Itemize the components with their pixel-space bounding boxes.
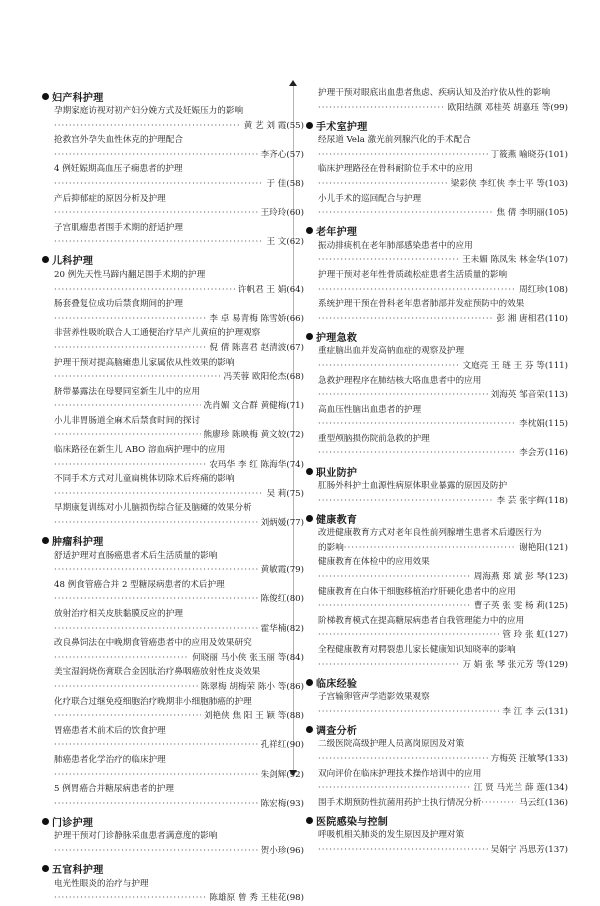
entry-meta — [318, 599, 568, 614]
entry-meta — [54, 370, 304, 385]
article-title: 急救护理程序在肺结核大咯血患者中的应用 — [318, 375, 482, 386]
authors-page: 王未媚 陈凤朱 林金华(107) — [462, 255, 568, 266]
toc-entry[interactable] — [306, 479, 568, 508]
toc-entry[interactable] — [306, 162, 568, 191]
entry-meta — [54, 148, 304, 163]
entry-meta — [54, 341, 304, 356]
entry-meta — [54, 768, 304, 783]
article-title: 临床路径在新生儿 ABO 溶血病护理中的应用 — [54, 445, 226, 456]
section-heading — [42, 88, 304, 104]
toc-entry[interactable] — [306, 767, 568, 796]
authors-page: 王 文(62) — [266, 237, 304, 248]
article-title: 二级医院高级护理人员离岗原因及对策 — [318, 739, 465, 750]
section-heading — [306, 328, 568, 344]
article-title: 改进健康教育方式对老年良性前列腺增生患者术后遵医行为 — [318, 528, 542, 539]
article-title: 小儿非胃肠道全麻术后禁食时间的探讨 — [54, 415, 201, 426]
leader-dots — [318, 570, 471, 585]
leader-dots — [318, 752, 488, 767]
article-title: 20 例先天性马蹄内翻足围手术期的护理 — [54, 269, 206, 280]
entry-meta — [318, 494, 568, 509]
toc-entry[interactable] — [42, 607, 304, 636]
section-heading — [306, 721, 568, 737]
article-title: 脐带暴露法在母婴同室新生儿中的应用 — [54, 386, 201, 397]
leader-dots — [54, 148, 258, 163]
entry-meta — [318, 148, 568, 163]
entry-meta — [318, 705, 568, 720]
entry-meta — [54, 283, 304, 298]
toc-section — [306, 223, 568, 327]
toc-section — [306, 117, 568, 221]
toc-entry[interactable] — [42, 695, 304, 724]
authors-page: 李枕娟(115) — [519, 419, 568, 430]
entry-meta — [54, 458, 304, 473]
entry-meta — [318, 177, 568, 192]
bullet-icon — [42, 256, 49, 263]
toc-entry[interactable] — [306, 403, 568, 432]
authors-page: 李 芸 张宇辉(118) — [496, 495, 568, 506]
toc-entry[interactable] — [42, 297, 304, 326]
entry-meta — [54, 797, 304, 812]
toc-entry[interactable] — [42, 192, 304, 221]
section-heading — [306, 463, 568, 479]
leader-dots — [54, 487, 263, 502]
section-title: 妇产科护理 — [52, 92, 104, 104]
leader-dots — [54, 680, 198, 695]
leader-dots — [54, 177, 263, 192]
authors-page: 马云红(136) — [519, 797, 568, 808]
authors-page: 周海燕 郑 斌 彭 琴(123) — [473, 572, 568, 583]
article-title: 电光性眼炎的治疗与护理 — [54, 878, 149, 889]
entry-meta — [318, 359, 568, 374]
article-title: 4 例妊娠期高血压子痫患者的护理 — [54, 164, 183, 175]
right-column — [306, 86, 568, 858]
leader-dots — [318, 781, 471, 796]
toc-entry[interactable] — [306, 297, 568, 326]
toc-entry[interactable] — [306, 585, 568, 614]
leader-dots — [54, 399, 201, 414]
section-title: 五官科护理 — [52, 865, 104, 876]
authors-page: 倪 倩 陈喜君 赵清波(67) — [209, 342, 304, 353]
article-title: 改良鼻饲法在中晚期食管癌患者中的应用及效果研究 — [54, 638, 252, 649]
leader-dots — [54, 797, 258, 812]
authors-page: 李齐心(57) — [260, 149, 304, 160]
toc-entry[interactable] — [42, 753, 304, 782]
leader-dots — [318, 312, 493, 327]
leader-dots — [54, 283, 235, 298]
bullet-icon — [42, 865, 49, 872]
authors-page: 贺小珍(96) — [260, 845, 304, 856]
section-heading — [306, 812, 568, 828]
entry-meta — [318, 283, 568, 298]
article-title: 系统护理干预在骨科老年患者肺部并发症预防中的效果 — [318, 299, 525, 310]
article-title: 美宝湿润烧伤膏联合金因肽治疗鼻咽癌放射性皮炎效果 — [54, 667, 261, 678]
leader-dots — [54, 312, 206, 327]
entry-meta — [318, 752, 568, 767]
toc-entry[interactable] — [42, 501, 304, 530]
article-title: 双向评价在临床护理技术操作培训中的应用 — [318, 768, 482, 779]
leader-dots — [54, 651, 189, 666]
entry-meta — [54, 177, 304, 192]
article-title: 肠套叠复位成功后禁食期间的护理 — [54, 299, 183, 310]
leader-dots — [318, 843, 488, 858]
article-title-continued: 的影响 — [318, 542, 344, 553]
entry-meta — [318, 658, 568, 673]
article-title: 48 例食管癌合并 2 型糖尿病患者的术后护理 — [54, 579, 225, 590]
article-title: 产后抑郁症的原因分析及护理 — [54, 193, 166, 204]
toc-entry[interactable] — [42, 104, 304, 133]
article-title: 阶梯教育模式在提高糖尿病患者自我管理能力中的应用 — [318, 615, 525, 626]
bullet-icon — [42, 537, 49, 544]
section-heading — [306, 674, 568, 690]
leader-dots — [54, 738, 258, 753]
article-title: 护理干预对提高脑瘫患儿家属依从性效果的影响 — [54, 357, 235, 368]
authors-page: 欧阳结颜 邓桂英 胡嘉珏 等(99) — [447, 102, 568, 113]
toc-entry[interactable] — [306, 86, 568, 115]
toc-section — [306, 328, 568, 461]
authors-page: 刘艳侠 焦 阳 王 颖 等(88) — [203, 711, 304, 722]
bullet-icon — [306, 122, 313, 129]
toc-entry[interactable] — [42, 162, 304, 191]
toc-entry[interactable] — [42, 877, 304, 906]
entry-meta — [54, 844, 304, 859]
toc-section — [42, 533, 304, 812]
article-title: 早期康复训练对小儿脑损伤综合征及脑瘫的效果分析 — [54, 503, 252, 514]
leader-dots — [318, 446, 516, 461]
leader-dots — [54, 768, 258, 783]
toc-entry[interactable] — [306, 526, 568, 555]
article-title: 护理干预对门诊静脉采血患者满意度的影响 — [54, 831, 218, 842]
toc-entry[interactable] — [42, 356, 304, 385]
entry-meta — [54, 709, 304, 724]
entry-meta — [318, 541, 568, 556]
article-title: 化疗联合过继免疫细胞治疗晚期非小细胞肺癌的护理 — [54, 696, 252, 707]
entry-meta — [318, 312, 568, 327]
section-title: 门诊护理 — [52, 817, 94, 829]
toc-entry[interactable] — [42, 724, 304, 753]
entry-meta — [54, 235, 304, 250]
bullet-icon — [306, 515, 313, 522]
entry-meta — [318, 570, 568, 585]
section-title: 手术室护理 — [316, 121, 368, 133]
entry-meta — [54, 651, 304, 666]
article-title: 全程健康教育对腭裂患儿家长健康知识知晓率的影响 — [318, 645, 516, 655]
authors-page: 周红珍(108) — [519, 284, 568, 295]
authors-page: 梁彩侠 李红侠 李士平 等(103) — [450, 178, 568, 189]
article-title: 胃癌患者术前术后的饮食护理 — [54, 725, 166, 736]
article-title: 不同手术方式对儿童扁桃体切除术后疼痛的影响 — [54, 474, 235, 485]
entry-meta — [54, 592, 304, 607]
toc-entry[interactable] — [42, 636, 304, 665]
authors-page: 方梅英 汪敏琴(133) — [490, 753, 568, 764]
authors-page: 何晓丽 马小侠 张玉丽 等(84) — [192, 652, 304, 663]
section-heading — [42, 252, 304, 268]
leader-dots — [54, 235, 263, 250]
entry-meta — [54, 563, 304, 578]
article-title: 围手术期预防性抗菌用药护士执行情况分析 — [318, 797, 482, 808]
toc-section — [306, 721, 568, 810]
leader-dots — [318, 148, 488, 163]
leader-dots — [54, 458, 206, 473]
article-title: 护理干预对眼底出血患者焦虑、疾病认知及治疗依从性的影响 — [318, 88, 551, 98]
toc-entry[interactable] — [42, 665, 304, 694]
section-heading — [306, 510, 568, 526]
article-title: 肺癌患者化学治疗的临床护理 — [54, 754, 166, 765]
bullet-icon — [306, 817, 313, 824]
authors-page: 谢艳阳(121) — [519, 542, 568, 553]
article-title: 振动排痰机在老年肺部感染患者中的应用 — [318, 240, 473, 251]
entry-meta — [318, 446, 568, 461]
toc-entry[interactable] — [42, 782, 304, 811]
article-title: 重型颅脑损伤院前急救的护理 — [318, 433, 430, 444]
leader-dots — [54, 428, 201, 443]
authors-page: 吴 莉(75) — [266, 488, 304, 499]
section-title: 职业防护 — [316, 467, 358, 479]
leader-dots — [318, 658, 459, 673]
toc-entry[interactable] — [42, 578, 304, 607]
leader-dots — [54, 119, 241, 134]
authors-page: 文庭亮 王 琏 王 芬 等(111) — [462, 360, 568, 371]
entry-meta — [54, 487, 304, 502]
entry-meta — [54, 312, 304, 327]
leader-dots — [318, 206, 493, 221]
toc-section — [306, 463, 568, 508]
entry-meta — [54, 891, 304, 906]
authors-page: 黄敏霞(79) — [260, 565, 304, 576]
article-title: 呼吸机相关肺炎的发生原因及护理对策 — [318, 830, 465, 841]
authors-page: 李 卓 易青梅 陈雪娇(66) — [209, 313, 304, 324]
section-heading — [306, 117, 568, 133]
bullet-icon — [306, 726, 313, 733]
article-title: 子宫肌瘤患者围手术期的舒适护理 — [54, 222, 183, 233]
article-title: 放射治疗相关皮肤黏膜反应的护理 — [54, 609, 183, 619]
section-title: 调查分析 — [316, 725, 358, 737]
article-title: 肛肠外科护士血源性病原体职业暴露的原因及防护 — [318, 481, 508, 492]
leader-dots — [318, 599, 471, 614]
authors-page: 王玲玲(60) — [260, 208, 304, 219]
toc-entry[interactable] — [42, 326, 304, 355]
entry-meta — [318, 253, 568, 268]
section-title: 老年护理 — [316, 227, 358, 239]
leader-dots — [54, 563, 258, 578]
entry-meta — [54, 680, 304, 695]
article-title: 舒适护理对直肠癌患者术后生活质量的影响 — [54, 550, 218, 561]
article-title: 非营养性吸吮联合人工通便治疗早产儿黄疸的护理观察 — [54, 328, 261, 339]
toc-entry[interactable] — [306, 796, 568, 811]
article-title: 护理干预对老年性骨质疏松症患者生活质量的影响 — [318, 269, 508, 280]
authors-page: 冼肖媚 文合群 黄健梅(71) — [203, 401, 304, 412]
article-title: 子宫输卵管声学造影效果观察 — [318, 692, 430, 703]
toc-section — [306, 812, 568, 857]
authors-page: 朱剑辉(92) — [260, 769, 304, 780]
leader-dots — [54, 891, 206, 906]
toc-entry[interactable] — [306, 374, 568, 403]
authors-page: 霍华楠(82) — [260, 623, 304, 634]
section-title: 肿瘤科护理 — [52, 537, 104, 549]
toc-entry[interactable] — [306, 828, 568, 857]
leader-dots — [54, 341, 206, 356]
toc-section — [42, 252, 304, 531]
leader-dots — [54, 622, 258, 637]
toc-entry[interactable] — [306, 690, 568, 719]
entry-meta — [318, 206, 568, 221]
leader-dots — [318, 101, 445, 116]
section-title: 儿科护理 — [52, 256, 94, 268]
leader-dots — [318, 177, 448, 192]
toc-entry[interactable] — [306, 643, 568, 672]
toc-entry[interactable] — [306, 239, 568, 268]
leader-dots — [54, 370, 220, 385]
left-column — [42, 86, 304, 906]
leader-dots — [54, 592, 258, 607]
entry-meta — [54, 516, 304, 531]
leader-dots — [318, 359, 459, 374]
bullet-icon — [42, 93, 49, 100]
toc-entry[interactable] — [42, 472, 304, 501]
toc-entry[interactable] — [306, 268, 568, 297]
leader-dots — [54, 709, 201, 724]
section-title: 健康教育 — [316, 514, 358, 526]
section-title: 临床经验 — [316, 678, 358, 690]
toc-section — [306, 510, 568, 672]
authors-page: 农玛华 李 红 陈海华(74) — [209, 459, 304, 470]
leader-dots — [54, 206, 258, 221]
authors-page: 吴娟宁 冯思芳(137) — [490, 844, 568, 855]
section-heading — [42, 813, 304, 829]
authors-page: 彭 湘 唐相君(110) — [496, 313, 568, 324]
toc-entry[interactable] — [42, 268, 304, 297]
article-title: 健康教育在体检中的应用效果 — [318, 557, 430, 568]
authors-page: 曹子英 张 雯 杨 莉(125) — [473, 601, 568, 612]
leader-dots — [318, 283, 516, 298]
entry-meta — [318, 628, 568, 643]
authors-page: 孔祥红(90) — [260, 740, 304, 751]
entry-meta — [54, 622, 304, 637]
authors-page: 李会芳(116) — [519, 448, 568, 459]
leader-dots — [54, 844, 258, 859]
bullet-icon — [306, 333, 313, 340]
authors-page: 江 贤 马光兰 薛 莲(134) — [473, 783, 568, 794]
entry-meta — [318, 388, 568, 403]
authors-page: 陈翠梅 胡梅荣 陈小 等(86) — [200, 681, 304, 692]
article-title: 高血压性脑出血患者的护理 — [318, 404, 422, 415]
toc-entry[interactable] — [42, 221, 304, 250]
section-title: 护理急救 — [316, 332, 358, 344]
authors-page: 李 江 李 云(131) — [502, 706, 568, 717]
leader-dots — [54, 516, 258, 531]
entry-line — [318, 796, 568, 811]
article-title: 5 例胃癌合并糖尿病患者的护理 — [54, 784, 174, 795]
bullet-icon — [306, 468, 313, 475]
toc-entry[interactable] — [42, 385, 304, 414]
authors-page: 许帆君 王 娟(64) — [237, 284, 304, 295]
authors-page: 管 玲 张 虹(127) — [502, 630, 568, 641]
leader-dots — [318, 628, 499, 643]
leader-dots — [344, 541, 516, 556]
entry-meta — [318, 417, 568, 432]
leader-dots — [318, 417, 516, 432]
article-title: 临床护理路径在骨科耐阶位手术中的应用 — [318, 164, 473, 175]
leader-dots — [318, 388, 488, 403]
entry-meta — [54, 738, 304, 753]
bullet-icon — [306, 227, 313, 234]
toc-section — [42, 88, 304, 250]
section-title: 医院感染与控制 — [316, 816, 389, 828]
section-heading — [42, 533, 304, 549]
authors-page: 陈宏梅(93) — [260, 798, 304, 809]
bullet-icon — [42, 818, 49, 825]
authors-page: 陈俊红(80) — [260, 594, 304, 605]
article-title: 经尿道 Vela 激光前列腺汽化的手术配合 — [318, 135, 471, 146]
authors-page: 熊廖珍 陈映梅 黄文姣(72) — [203, 430, 304, 441]
entry-meta — [318, 101, 568, 116]
section-heading — [306, 223, 568, 239]
entry-meta — [318, 781, 568, 796]
toc-entry[interactable] — [306, 555, 568, 584]
toc-section — [306, 86, 568, 115]
toc-entry[interactable] — [306, 344, 568, 373]
leader-dots — [318, 494, 493, 509]
toc-entry[interactable] — [306, 614, 568, 643]
toc-entry[interactable] — [42, 549, 304, 578]
authors-page: 陈雄原 曾 秀 王桂花(98) — [209, 893, 304, 904]
toc-entry[interactable] — [306, 133, 568, 162]
toc-section — [306, 674, 568, 719]
entry-meta — [54, 428, 304, 443]
entry-meta — [54, 119, 304, 134]
leader-dots — [481, 796, 516, 811]
article-title: 抢救宫外孕失血性休克的护理配合 — [54, 135, 183, 146]
toc-entry[interactable] — [42, 443, 304, 472]
article-title: 孕期家庭访视对初产妇分娩方式及妊娠压力的影响 — [54, 106, 244, 116]
authors-page: 黄 艺 刘 霞(55) — [243, 120, 304, 131]
leader-dots — [318, 253, 459, 268]
section-heading — [42, 861, 304, 877]
entry-meta — [318, 843, 568, 858]
toc-entry[interactable] — [42, 414, 304, 443]
authors-page: 冯芙蓉 欧阳伦杰(68) — [223, 372, 304, 383]
authors-page: 焦 倩 李明丽(105) — [496, 208, 568, 219]
entry-meta — [54, 399, 304, 414]
entry-meta — [54, 206, 304, 221]
toc-entry[interactable] — [42, 829, 304, 858]
toc-section — [42, 861, 304, 906]
article-title: 重症脑出血并发高钠血症的观察及护理 — [318, 346, 465, 357]
toc-section — [42, 813, 304, 858]
toc-entry[interactable] — [306, 737, 568, 766]
authors-page: 于 佳(58) — [266, 178, 304, 189]
authors-page: 刘炳媛(77) — [260, 518, 304, 529]
article-title: 小儿手术的巡回配合与护理 — [318, 193, 422, 204]
authors-page: 丁筱燕 喻晓芬(101) — [490, 149, 568, 160]
toc-entry[interactable] — [306, 432, 568, 461]
authors-page: 万 娟 张 琴 张元芳 等(129) — [462, 659, 568, 670]
bullet-icon — [306, 679, 313, 686]
leader-dots — [318, 705, 499, 720]
authors-page: 刘海英 邹音荣(113) — [490, 390, 568, 401]
toc-entry[interactable] — [306, 192, 568, 221]
toc-entry[interactable] — [42, 133, 304, 162]
article-title: 健康教育在白体干细胞移植治疗肝硬化患者中的应用 — [318, 586, 516, 597]
